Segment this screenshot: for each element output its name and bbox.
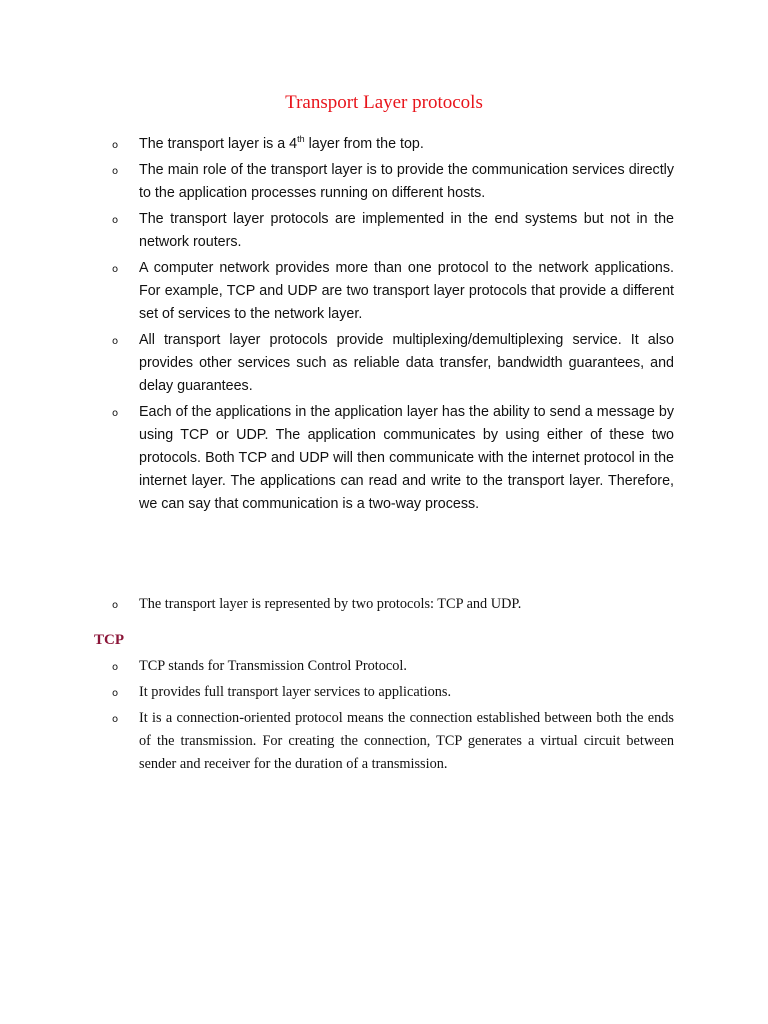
list-item-text-start: The transport layer is a 4 bbox=[139, 136, 298, 152]
bullet-circle-icon: o bbox=[112, 408, 119, 419]
list-item-text: It provides full transport layer services to applications. bbox=[139, 684, 452, 700]
bullet-circle-icon: o bbox=[112, 336, 119, 347]
list-item-text: The transport layer is represented by two protocols: TCP and UDP. bbox=[139, 596, 522, 612]
bullet-circle-icon: o bbox=[112, 264, 119, 275]
bullet-circle-icon: o bbox=[112, 215, 119, 226]
page-title: Transport Layer protocols bbox=[285, 92, 483, 113]
list-item-text: All transport layer protocols provide multiplexing/demultiplexing service. It also provides other services such as reliable data transfer, bandwidth guarantees, and delay guarantees. bbox=[139, 332, 674, 394]
list-item bbox=[0, 159, 768, 205]
bullet-circle-icon: o bbox=[112, 714, 119, 725]
list-item bbox=[0, 329, 768, 398]
bullet-circle-icon: o bbox=[112, 688, 119, 699]
bullet-circle-icon: o bbox=[112, 140, 119, 151]
list-item bbox=[0, 257, 768, 326]
tcp-bullet-list bbox=[0, 655, 768, 779]
section-heading-tcp: TCP bbox=[94, 632, 124, 648]
list-item-text: The main role of the transport layer is to provide the communication services directly to the application processes running on different hosts. bbox=[139, 162, 674, 201]
list-item-superscript: th bbox=[297, 134, 305, 145]
list-item-text: A computer network provides more than one protocol to the network applications. For example, TCP and UDP are two transport layer protocols that provide a different set of services to the network layer. bbox=[139, 260, 674, 322]
list-item bbox=[0, 401, 768, 516]
list-item bbox=[0, 208, 768, 254]
list-item bbox=[0, 593, 768, 616]
list-item bbox=[0, 707, 768, 776]
bullet-circle-icon: o bbox=[112, 166, 119, 177]
list-item-text: It is a connection-oriented protocol means the connection established between both the ends of the transmission. For creating the connection, TCP generates a virtual circuit between sender and receiver for the duration of a transmission. bbox=[139, 710, 674, 772]
list-item bbox=[0, 681, 768, 704]
summary-bullet-list bbox=[0, 593, 768, 619]
intro-bullet-list bbox=[0, 133, 768, 519]
list-item-text: The transport layer protocols are implemented in the end systems but not in the network routers. bbox=[139, 211, 674, 250]
list-item bbox=[0, 655, 768, 678]
bullet-circle-icon: o bbox=[112, 662, 119, 673]
bullet-circle-icon: o bbox=[112, 600, 119, 611]
list-item-text: Each of the applications in the application layer has the ability to send a message by using TCP or UDP. The application communicates by using either of these two protocols. Both TCP and UDP will then communicate with the internet protocol in the internet layer. The applications can read and write to the transport layer. Therefore, we can say that communication is a two-way process. bbox=[139, 404, 674, 512]
list-item bbox=[0, 133, 768, 156]
list-item-text: TCP stands for Transmission Control Protocol. bbox=[139, 658, 407, 674]
list-item-text-end: layer from the top. bbox=[304, 136, 424, 152]
